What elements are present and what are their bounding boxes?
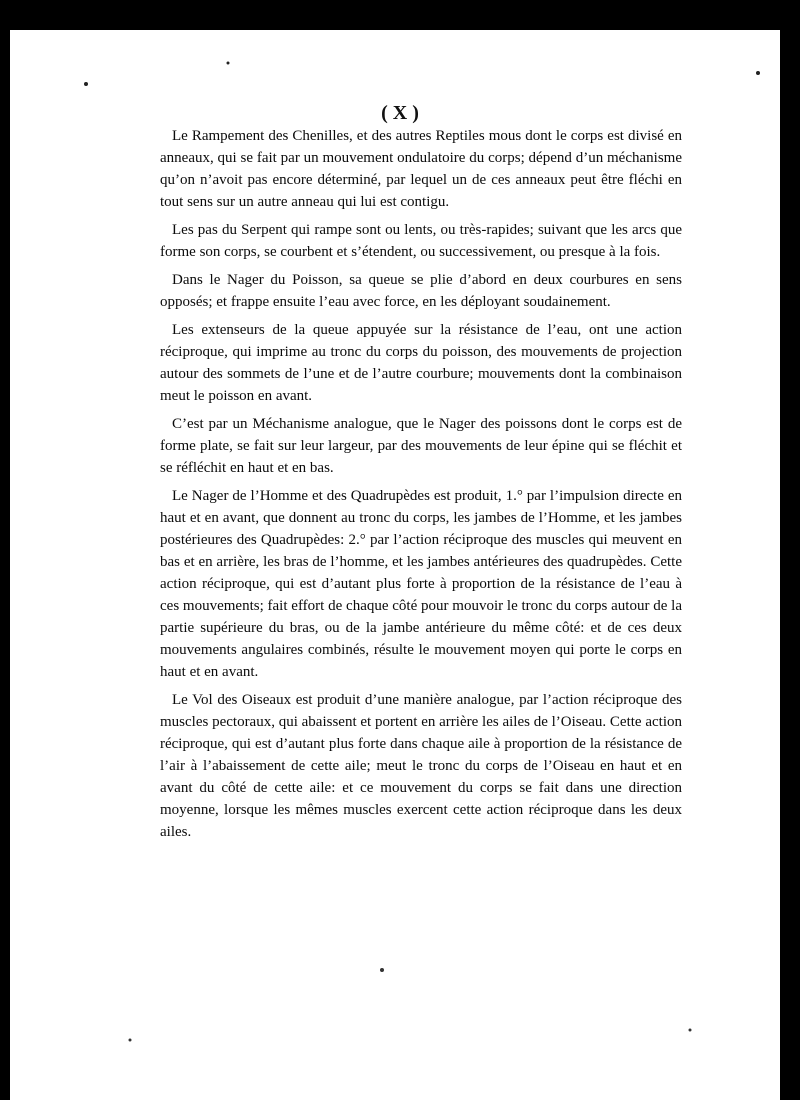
page-number: ( X ) bbox=[381, 102, 419, 124]
paragraph-extenseurs: Les extenseurs de la queue appuyée sur la résistance de l’eau, ont une action réciproque, qui imprime au tronc du corps du poisson, des mouvements de projection autour des sommets de l’une et de l’autre courbure; mouvements dont la combinaison meut le poisson en avant. bbox=[160, 322, 682, 404]
body-text bbox=[160, 125, 682, 849]
scan-border-right bbox=[780, 0, 800, 1100]
paragraph-chenilles: Le Rampement des Chenilles, et des autres Reptiles mous dont le corps est divisé en anneaux, qui se fait par un mouvement ondulatoire du corps; dépend d’un méchanisme qu’on n’avoit pas encore déterminé, par lequel un de ces anneaux peut être fléchi en tout sens sur un autre anneau qui lui est contigu. bbox=[160, 128, 682, 210]
scan-border-top bbox=[0, 0, 800, 30]
paragraph-poissons-plats: C’est par un Méchanisme analogue, que le Nager des poissons dont le corps est de forme plate, se fait sur leur largeur, par des mouvements de leur épine qui se fléchit et se réfléchit en haut et en bas. bbox=[160, 416, 682, 476]
paragraph-oiseaux: Le Vol des Oiseaux est produit d’une manière analogue, par l’action réciproque des muscles pectoraux, qui abaissent et portent en arrière les ailes de l’Oiseau. Cette action réciproque, qui est d’autant plus forte dans chaque aile à proportion de la résistance de l’air à l’abaissement de cette aile; meut le tronc du corps de l’Oiseau en haut et en avant du côté de cette aile: et ce mouvement du corps se fait dans une direction moyenne, lorsque les mêmes muscles exercent cette action réciproque dans les deux ailes. bbox=[160, 692, 682, 840]
paragraph-serpent: Les pas du Serpent qui rampe sont ou lents, ou très-rapides; suivant que les arcs que forme son corps, se courbent et s’étendent, ou successivement, ou presque à la fois. bbox=[160, 222, 682, 260]
paragraph-poisson: Dans le Nager du Poisson, sa queue se plie d’abord en deux courbures en sens opposés; et frappe ensuite l’eau avec force, en les déployant soudainement. bbox=[160, 272, 682, 310]
paragraph-homme-quadrupedes: Le Nager de l’Homme et des Quadrupèdes est produit, 1.° par l’impulsion directe en haut et en avant, que donnent au tronc du corps, les jambes de l’Homme, et les jambes postérieures des Quadrupèdes: 2.° par l’action réciproque des muscles qui meuvent en bas et en arrière, les bras de l’homme, et les jambes antérieures des quadrupèdes. Cette action réciproque, qui est d’autant plus forte à proportion de la résistance de l’eau à ces mouvements; fait effort de chaque côté pour mouvoir le tronc du corps autour de la partie supérieure du bras, ou de la jambe antérieure du même côté: et de ces deux mouvements angulaires combinés, résulte le mouvement moyen qui porte le corps en haut et en avant. bbox=[160, 488, 682, 680]
